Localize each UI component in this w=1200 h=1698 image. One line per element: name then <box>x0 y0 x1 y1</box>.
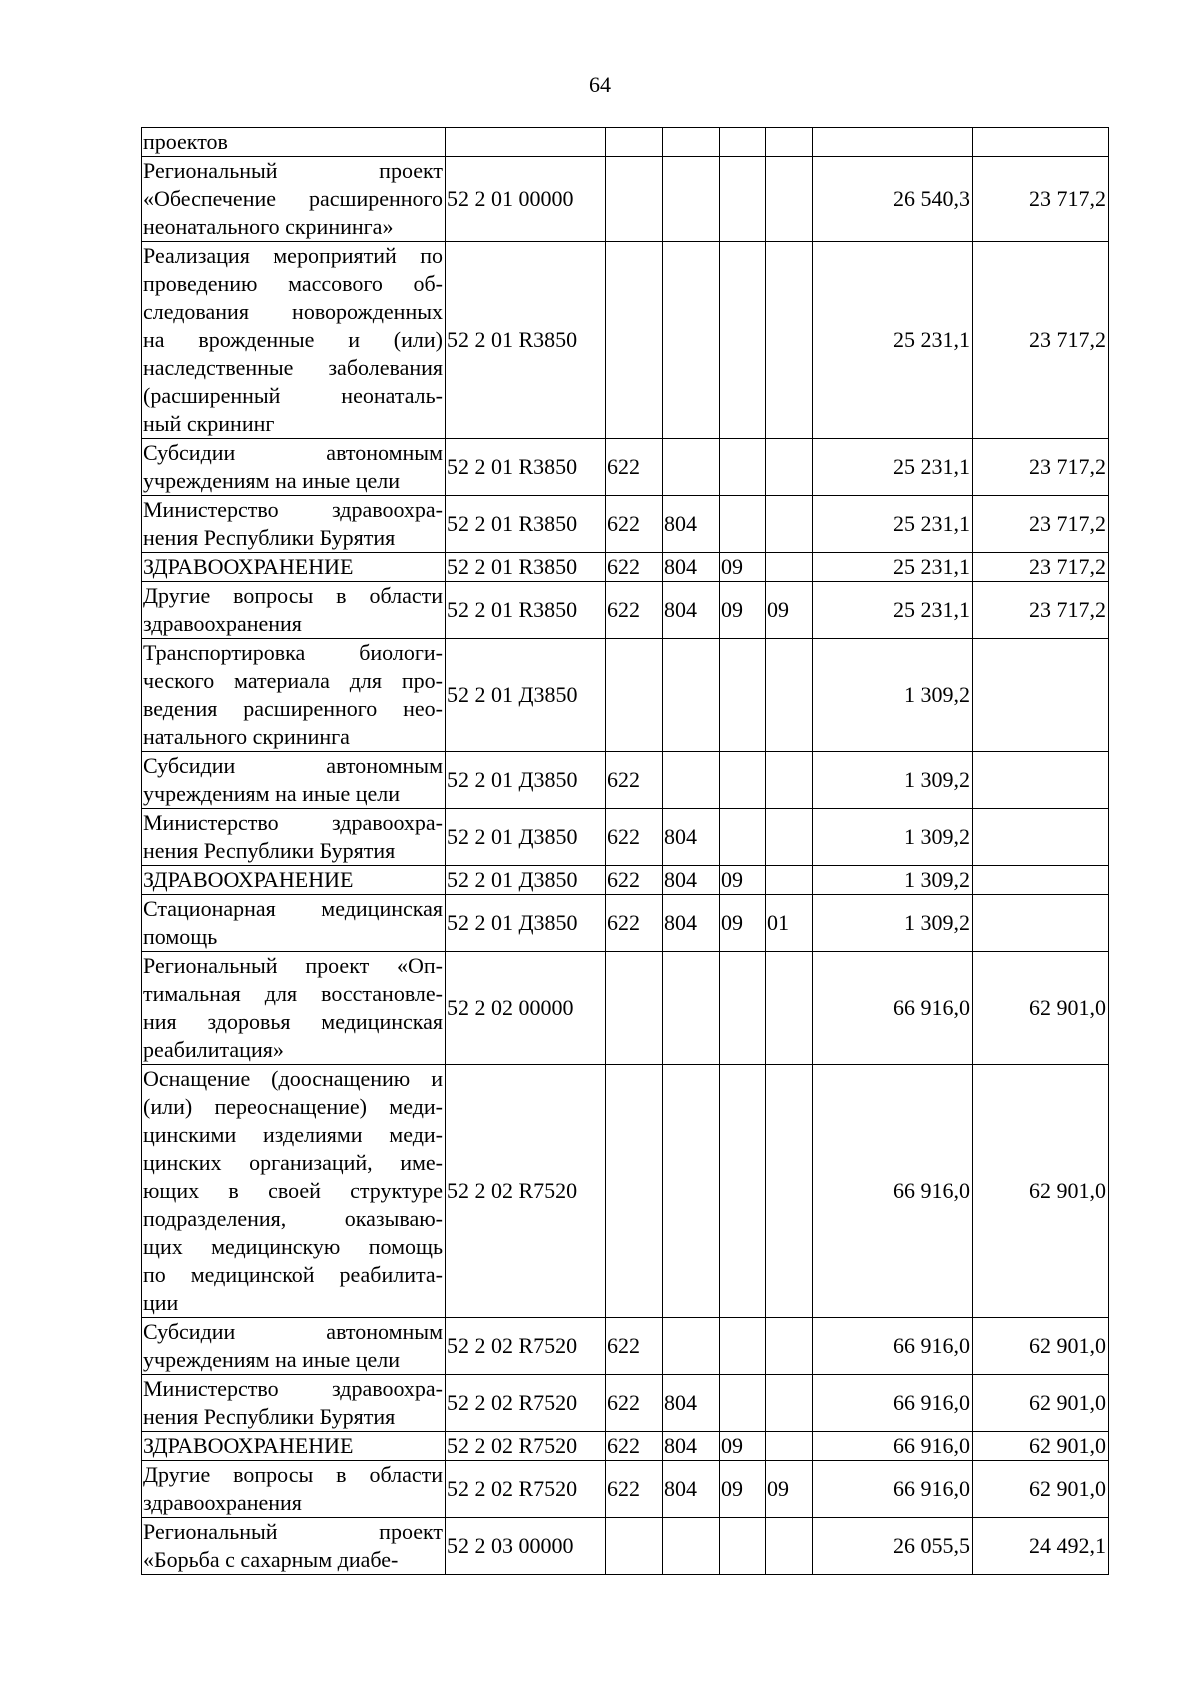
item-name-line: следования новорожденных <box>143 299 443 324</box>
item-name-line: ции <box>143 1290 179 1315</box>
item-name-cell <box>142 809 446 866</box>
section-code-cell: 09 <box>720 895 766 952</box>
target-article-code-cell: 52 2 02 R7520 <box>446 1461 606 1518</box>
expense-type-cell <box>606 1518 663 1575</box>
subsection-code-cell <box>766 1432 813 1461</box>
item-name-line: «Борьба с сахарным диабе- <box>143 1547 399 1572</box>
target-article-code-cell: 52 2 01 Д3850 <box>446 639 606 752</box>
section-code-cell <box>720 496 766 553</box>
amount-year-1-cell: 25 231,1 <box>813 553 973 582</box>
expense-type-cell <box>606 952 663 1065</box>
expense-type-cell <box>606 242 663 439</box>
subsection-code-cell <box>766 1318 813 1375</box>
item-name-cell <box>142 1375 446 1432</box>
amount-year-2-cell <box>973 809 1109 866</box>
item-name-cell <box>142 242 446 439</box>
item-name-line: наследственные заболевания <box>143 355 443 380</box>
subsection-code-cell <box>766 809 813 866</box>
item-name-line: нения Республики Бурятия <box>143 1404 396 1429</box>
item-name-line: учреждениям на иные цели <box>143 1347 400 1372</box>
item-name-cell <box>142 952 446 1065</box>
amount-year-1-cell: 66 916,0 <box>813 1375 973 1432</box>
ministry-code-cell <box>663 752 720 809</box>
table-row <box>142 1518 1109 1575</box>
section-code-cell: 09 <box>720 582 766 639</box>
subsection-code-cell <box>766 157 813 242</box>
ministry-code-cell <box>663 639 720 752</box>
subsection-code-cell: 01 <box>766 895 813 952</box>
section-code-cell <box>720 639 766 752</box>
ministry-code-cell <box>663 1318 720 1375</box>
target-article-code-cell: 52 2 01 R3850 <box>446 582 606 639</box>
amount-year-2-cell <box>973 639 1109 752</box>
item-name-line: реабилитация» <box>143 1037 284 1062</box>
item-name-line: на врожденные и (или) <box>143 327 443 352</box>
table-row <box>142 866 1109 895</box>
table-row <box>142 128 1109 157</box>
item-name-line: учреждениям на иные цели <box>143 781 400 806</box>
ministry-code-cell <box>663 242 720 439</box>
subsection-code-cell <box>766 1375 813 1432</box>
item-name-line: ния здоровья медицинская <box>143 1009 443 1034</box>
section-code-cell <box>720 952 766 1065</box>
amount-year-1-cell: 25 231,1 <box>813 582 973 639</box>
amount-year-2-cell <box>973 866 1109 895</box>
expense-type-cell: 622 <box>606 866 663 895</box>
item-name-line: Субсидии автономным <box>143 440 443 465</box>
target-article-code-cell: 52 2 02 00000 <box>446 952 606 1065</box>
ministry-code-cell <box>663 952 720 1065</box>
ministry-code-cell <box>663 1065 720 1318</box>
item-name-line: ведения расширенного нео- <box>143 696 443 721</box>
expense-type-cell <box>606 639 663 752</box>
section-code-cell: 09 <box>720 1461 766 1518</box>
amount-year-2-cell: 23 717,2 <box>973 553 1109 582</box>
expense-type-cell: 622 <box>606 1375 663 1432</box>
section-code-cell <box>720 128 766 157</box>
amount-year-1-cell: 66 916,0 <box>813 1461 973 1518</box>
amount-year-2-cell: 23 717,2 <box>973 439 1109 496</box>
table-row <box>142 1432 1109 1461</box>
target-article-code-cell: 52 2 01 00000 <box>446 157 606 242</box>
item-name-cell <box>142 128 446 157</box>
table-row <box>142 1318 1109 1375</box>
table-row <box>142 639 1109 752</box>
amount-year-1-cell: 1 309,2 <box>813 895 973 952</box>
item-name-line: (или) переоснащение) меди- <box>143 1094 443 1119</box>
amount-year-2-cell: 62 901,0 <box>973 1065 1109 1318</box>
subsection-code-cell <box>766 553 813 582</box>
section-code-cell <box>720 809 766 866</box>
target-article-code-cell: 52 2 01 R3850 <box>446 439 606 496</box>
expense-type-cell: 622 <box>606 1461 663 1518</box>
amount-year-1-cell: 26 540,3 <box>813 157 973 242</box>
table-row <box>142 157 1109 242</box>
amount-year-2-cell: 62 901,0 <box>973 1432 1109 1461</box>
item-name-line: щих медицинскую помощь <box>143 1234 443 1259</box>
target-article-code-cell: 52 2 01 R3850 <box>446 553 606 582</box>
item-name-line: ЗДРАВООХРАНЕНИЕ <box>143 867 354 892</box>
item-name-line: тимальная для восстановле- <box>143 981 443 1006</box>
item-name-cell <box>142 1318 446 1375</box>
table-row <box>142 1461 1109 1518</box>
item-name-line: Министерство здравоохра- <box>143 810 443 835</box>
target-article-code-cell: 52 2 02 R7520 <box>446 1432 606 1461</box>
table-row <box>142 752 1109 809</box>
amount-year-1-cell: 25 231,1 <box>813 439 973 496</box>
ministry-code-cell <box>663 1518 720 1575</box>
amount-year-2-cell: 23 717,2 <box>973 496 1109 553</box>
budget-table <box>141 127 1109 1575</box>
item-name-line: Министерство здравоохра- <box>143 497 443 522</box>
item-name-line: помощь <box>143 924 218 949</box>
target-article-code-cell: 52 2 01 Д3850 <box>446 866 606 895</box>
item-name-cell <box>142 496 446 553</box>
section-code-cell: 09 <box>720 553 766 582</box>
item-name-line: Региональный проект «Оп- <box>143 953 443 978</box>
subsection-code-cell <box>766 496 813 553</box>
ministry-code-cell <box>663 157 720 242</box>
item-name-line: цинскими изделиями меди- <box>143 1122 443 1147</box>
amount-year-2-cell: 62 901,0 <box>973 1461 1109 1518</box>
amount-year-1-cell: 26 055,5 <box>813 1518 973 1575</box>
item-name-line: ный скрининг <box>143 411 275 436</box>
subsection-code-cell <box>766 1518 813 1575</box>
item-name-cell <box>142 639 446 752</box>
item-name-line: (расширенный неонаталь- <box>143 383 443 408</box>
item-name-cell <box>142 1461 446 1518</box>
section-code-cell: 09 <box>720 1432 766 1461</box>
item-name-cell <box>142 895 446 952</box>
item-name-line: здравоохранения <box>143 611 302 636</box>
item-name-line: Реализация мероприятий по <box>143 243 443 268</box>
amount-year-2-cell <box>973 752 1109 809</box>
target-article-code-cell: 52 2 01 Д3850 <box>446 809 606 866</box>
item-name-line: Региональный проект <box>143 158 443 183</box>
amount-year-2-cell: 62 901,0 <box>973 1318 1109 1375</box>
amount-year-2-cell: 62 901,0 <box>973 952 1109 1065</box>
table-row <box>142 809 1109 866</box>
target-article-code-cell: 52 2 03 00000 <box>446 1518 606 1575</box>
item-name-line: ЗДРАВООХРАНЕНИЕ <box>143 554 354 579</box>
subsection-code-cell <box>766 866 813 895</box>
item-name-cell <box>142 1518 446 1575</box>
item-name-line: Другие вопросы в области <box>143 1462 443 1487</box>
item-name-line: Субсидии автономным <box>143 1319 443 1344</box>
ministry-code-cell <box>663 439 720 496</box>
expense-type-cell: 622 <box>606 439 663 496</box>
amount-year-1-cell: 1 309,2 <box>813 866 973 895</box>
item-name-line: Оснащение (дооснащению и <box>143 1066 443 1091</box>
amount-year-1-cell: 66 916,0 <box>813 1065 973 1318</box>
subsection-code-cell: 09 <box>766 1461 813 1518</box>
amount-year-2-cell: 24 492,1 <box>973 1518 1109 1575</box>
amount-year-1-cell: 1 309,2 <box>813 752 973 809</box>
subsection-code-cell <box>766 128 813 157</box>
amount-year-1-cell: 66 916,0 <box>813 952 973 1065</box>
subsection-code-cell <box>766 439 813 496</box>
ministry-code-cell: 804 <box>663 895 720 952</box>
amount-year-1-cell: 66 916,0 <box>813 1318 973 1375</box>
item-name-line: Стационарная медицинская <box>143 896 443 921</box>
item-name-line: Министерство здравоохра- <box>143 1376 443 1401</box>
ministry-code-cell: 804 <box>663 496 720 553</box>
section-code-cell <box>720 752 766 809</box>
expense-type-cell: 622 <box>606 895 663 952</box>
expense-type-cell: 622 <box>606 582 663 639</box>
target-article-code-cell: 52 2 01 R3850 <box>446 242 606 439</box>
ministry-code-cell: 804 <box>663 809 720 866</box>
section-code-cell <box>720 439 766 496</box>
expense-type-cell: 622 <box>606 496 663 553</box>
item-name-line: учреждениям на иные цели <box>143 468 400 493</box>
table-row <box>142 242 1109 439</box>
item-name-line: ющих в своей структуре <box>143 1178 443 1203</box>
item-name-line: нения Республики Бурятия <box>143 525 396 550</box>
item-name-cell <box>142 1432 446 1461</box>
item-name-cell <box>142 866 446 895</box>
target-article-code-cell: 52 2 01 Д3850 <box>446 752 606 809</box>
expense-type-cell <box>606 157 663 242</box>
item-name-line: «Обеспечение расширенного <box>143 186 443 211</box>
table-row <box>142 952 1109 1065</box>
subsection-code-cell <box>766 242 813 439</box>
table-row <box>142 496 1109 553</box>
target-article-code-cell: 52 2 02 R7520 <box>446 1375 606 1432</box>
item-name-line: ЗДРАВООХРАНЕНИЕ <box>143 1433 354 1458</box>
target-article-code-cell <box>446 128 606 157</box>
amount-year-2-cell: 23 717,2 <box>973 582 1109 639</box>
item-name-line: Транспортировка биологи- <box>143 640 443 665</box>
item-name-cell <box>142 157 446 242</box>
item-name-line: натального скрининга <box>143 724 350 749</box>
target-article-code-cell: 52 2 02 R7520 <box>446 1318 606 1375</box>
subsection-code-cell <box>766 1065 813 1318</box>
target-article-code-cell: 52 2 01 Д3850 <box>446 895 606 952</box>
target-article-code-cell: 52 2 01 R3850 <box>446 496 606 553</box>
item-name-cell <box>142 582 446 639</box>
item-name-line: ческого материала для про- <box>143 668 443 693</box>
subsection-code-cell <box>766 639 813 752</box>
amount-year-2-cell: 23 717,2 <box>973 157 1109 242</box>
amount-year-2-cell: 23 717,2 <box>973 242 1109 439</box>
item-name-line: Субсидии автономным <box>143 753 443 778</box>
section-code-cell: 09 <box>720 866 766 895</box>
expense-type-cell: 622 <box>606 1432 663 1461</box>
amount-year-1-cell <box>813 128 973 157</box>
item-name-line: здравоохранения <box>143 1490 302 1515</box>
item-name-line: неонатального скрининга» <box>143 214 394 239</box>
table-row <box>142 553 1109 582</box>
page-number: 64 <box>589 72 611 97</box>
subsection-code-cell <box>766 952 813 1065</box>
expense-type-cell <box>606 1065 663 1318</box>
expense-type-cell <box>606 128 663 157</box>
table-row <box>142 1375 1109 1432</box>
amount-year-1-cell: 25 231,1 <box>813 496 973 553</box>
item-name-line: Региональный проект <box>143 1519 443 1544</box>
table-row <box>142 582 1109 639</box>
ministry-code-cell: 804 <box>663 866 720 895</box>
section-code-cell <box>720 1375 766 1432</box>
target-article-code-cell: 52 2 02 R7520 <box>446 1065 606 1318</box>
amount-year-1-cell: 1 309,2 <box>813 639 973 752</box>
section-code-cell <box>720 1518 766 1575</box>
section-code-cell <box>720 1318 766 1375</box>
ministry-code-cell: 804 <box>663 1375 720 1432</box>
section-code-cell <box>720 157 766 242</box>
item-name-cell <box>142 1065 446 1318</box>
amount-year-1-cell: 66 916,0 <box>813 1432 973 1461</box>
table-row <box>142 895 1109 952</box>
expense-type-cell: 622 <box>606 752 663 809</box>
item-name-line: подразделения, оказываю- <box>143 1206 443 1231</box>
budget-table-body <box>142 128 1109 1575</box>
section-code-cell <box>720 1065 766 1318</box>
ministry-code-cell: 804 <box>663 582 720 639</box>
item-name-cell <box>142 439 446 496</box>
item-name-line: Другие вопросы в области <box>143 583 443 608</box>
amount-year-2-cell <box>973 895 1109 952</box>
amount-year-2-cell <box>973 128 1109 157</box>
item-name-line: проектов <box>143 129 228 154</box>
ministry-code-cell: 804 <box>663 1432 720 1461</box>
expense-type-cell: 622 <box>606 1318 663 1375</box>
item-name-line: по медицинской реабилита- <box>143 1262 443 1287</box>
amount-year-1-cell: 1 309,2 <box>813 809 973 866</box>
item-name-cell <box>142 553 446 582</box>
expense-type-cell: 622 <box>606 553 663 582</box>
amount-year-1-cell: 25 231,1 <box>813 242 973 439</box>
expense-type-cell: 622 <box>606 809 663 866</box>
section-code-cell <box>720 242 766 439</box>
ministry-code-cell <box>663 128 720 157</box>
table-row <box>142 439 1109 496</box>
item-name-cell <box>142 752 446 809</box>
subsection-code-cell: 09 <box>766 582 813 639</box>
table-row <box>142 1065 1109 1318</box>
ministry-code-cell: 804 <box>663 1461 720 1518</box>
ministry-code-cell: 804 <box>663 553 720 582</box>
item-name-line: нения Республики Бурятия <box>143 838 396 863</box>
subsection-code-cell <box>766 752 813 809</box>
amount-year-2-cell: 62 901,0 <box>973 1375 1109 1432</box>
item-name-line: цинских организаций, име- <box>143 1150 443 1175</box>
item-name-line: проведению массового об- <box>143 271 443 296</box>
